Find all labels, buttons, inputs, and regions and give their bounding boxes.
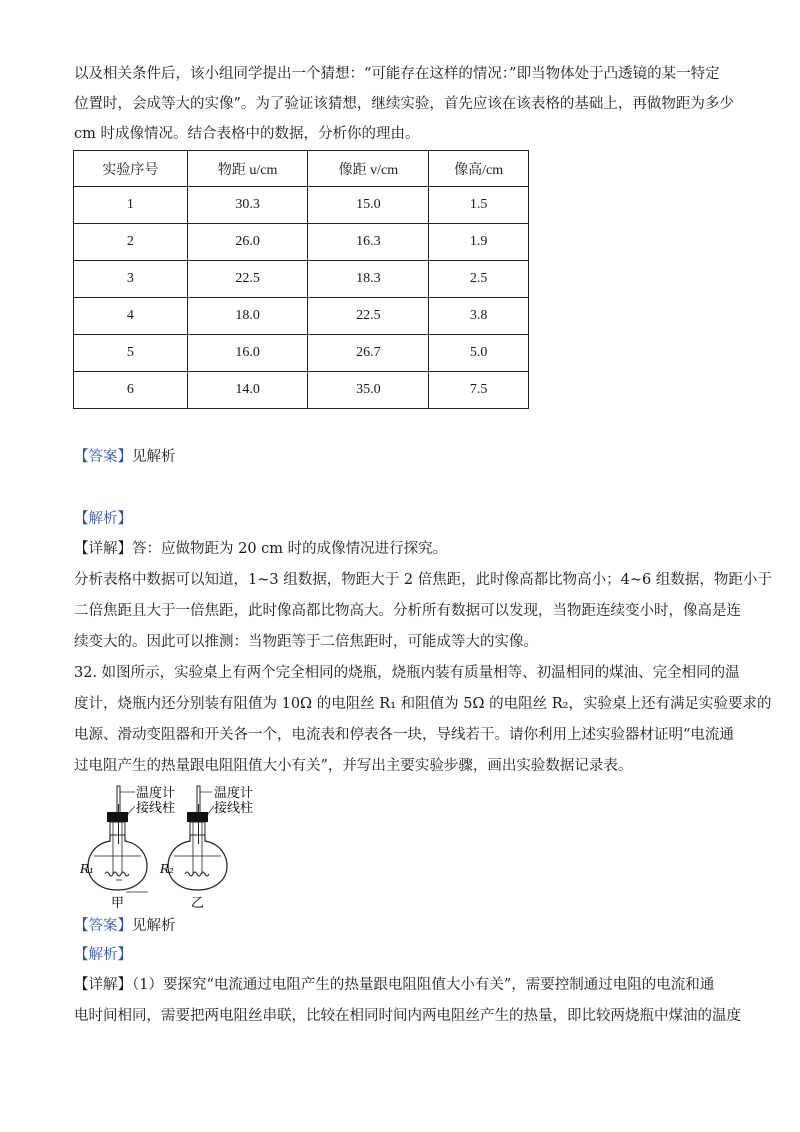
table-header-row xyxy=(74,151,529,187)
table-cell: 6 xyxy=(74,372,188,409)
table-cell: 2.5 xyxy=(429,261,529,298)
detail-2-first xyxy=(74,975,714,995)
lens-data-table xyxy=(73,150,529,409)
stopper-right xyxy=(187,812,208,822)
table-cell: 18.3 xyxy=(308,261,429,298)
table-cell: 4 xyxy=(74,298,188,335)
detail-text: （1）要探究“电流通过电阻产生的热量跟电阻阻值大小有关”，需要控制通过电阻的电流和通 xyxy=(132,977,715,993)
detail-1-first xyxy=(74,539,447,559)
table-row xyxy=(74,335,529,372)
intro-line-2: 位置时，会成等大的实像”。为了验证该猜想，继续实验，首先应该在该表格的基础上，再做物距为多少 xyxy=(74,96,734,112)
table-row xyxy=(74,187,529,224)
table-cell: 26.7 xyxy=(308,335,429,372)
question-32-line-4: 过电阻产生的热量跟电阻阻值大小有关”，并写出主要实验步骤，画出实验数据记录表。 xyxy=(74,758,633,774)
table-cell: 30.3 xyxy=(187,187,308,224)
terminal-label-left: 接线柱 xyxy=(136,801,176,816)
header-object-distance: 物距 u/cm xyxy=(187,151,308,187)
detail-tag: 【详解】 xyxy=(74,541,132,557)
thermometer-label-right: 温度计 xyxy=(214,786,254,801)
answer-text: 见解析 xyxy=(132,918,176,934)
table-cell: 18.0 xyxy=(187,298,308,335)
terminal-label-right: 接线柱 xyxy=(214,801,254,816)
intro-line-3: cm 时成像情况。结合表格中的数据，分析你的理由。 xyxy=(74,126,420,142)
answer-2 xyxy=(74,916,176,936)
analysis-tag: 【解析】 xyxy=(74,947,132,963)
resistor-coil-right xyxy=(185,872,209,876)
r1-label: R₁ xyxy=(80,862,94,876)
header-index: 实验序号 xyxy=(74,151,188,187)
table-cell: 22.5 xyxy=(187,261,308,298)
detail-2-line-2: 电时间相同，需要把两电阻丝串联，比较在相同时间内两电阻丝产生的热量，即比较两烧瓶中煤油的温度 xyxy=(74,1008,741,1024)
answer-tag: 【答案】 xyxy=(74,449,132,465)
detail-1-line-2: 二倍焦距且大于一倍焦距，此时像高都比物高大。分析所有数据可以发现，当物距连续变小时，像高是连 xyxy=(74,603,741,619)
table-row xyxy=(74,261,529,298)
table-cell: 3.8 xyxy=(429,298,529,335)
table-cell: 16.0 xyxy=(187,335,308,372)
table-cell: 16.3 xyxy=(308,224,429,261)
question-32-line-2: 度计，烧瓶内还分别装有阻值为 10Ω 的电阻丝 R₁ 和阻值为 5Ω 的电阻丝 R₂，实验桌上还有满足实验要求的 xyxy=(74,696,772,712)
table-cell: 1.9 xyxy=(429,224,529,261)
thermometer-label-left: 温度计 xyxy=(136,786,176,801)
question-32-line-3: 电源、滑动变阻器和开关各一个，电流表和停表各一块，导线若干。请你利用上述实验器材证明“电流通 xyxy=(74,727,734,743)
r2-label: R₂ xyxy=(160,862,174,876)
detail-tag: 【详解】 xyxy=(74,977,132,993)
table-cell: 1 xyxy=(74,187,188,224)
answer-text: 见解析 xyxy=(132,449,176,465)
table-cell: 5 xyxy=(74,335,188,372)
table-cell: 22.5 xyxy=(308,298,429,335)
caption-left: 甲 xyxy=(111,896,125,910)
detail-text: 答：应做物距为 20 cm 时的成像情况进行探究。 xyxy=(132,541,448,557)
table-cell: 35.0 xyxy=(308,372,429,409)
table-row xyxy=(74,298,529,335)
table-cell: 5.0 xyxy=(429,335,529,372)
analysis-2 xyxy=(74,945,132,965)
table-row xyxy=(74,224,529,261)
table-cell: 2 xyxy=(74,224,188,261)
detail-1-line-3: 续变大的。因此可以推测：当物距等于二倍焦距时，可能成等大的实像。 xyxy=(74,634,538,650)
table-cell: 3 xyxy=(74,261,188,298)
table-cell: 1.5 xyxy=(429,187,529,224)
question-32-line-1: 32. 如图所示，实验桌上有两个完全相同的烧瓶，烧瓶内装有质量相等、初温相同的煤油、完全相同的温 xyxy=(74,665,740,681)
answer-tag: 【答案】 xyxy=(74,918,132,934)
answer-1 xyxy=(74,447,176,467)
caption-right: 乙 xyxy=(191,896,205,910)
table-row xyxy=(74,372,529,409)
flask-figure xyxy=(80,784,260,910)
table-cell: 14.0 xyxy=(187,372,308,409)
table-cell: 26.0 xyxy=(187,224,308,261)
header-image-distance: 像距 v/cm xyxy=(308,151,429,187)
detail-1-line-1: 分析表格中数据可以知道，1~3 组数据，物距大于 2 倍焦距，此时像高都比物高小；4~6 组数据，物距小于 xyxy=(74,572,772,588)
stopper-left xyxy=(107,812,128,822)
header-image-height: 像高/cm xyxy=(429,151,529,187)
table-cell: 15.0 xyxy=(308,187,429,224)
table-cell: 7.5 xyxy=(429,372,529,409)
intro-line-1: 以及相关条件后，该小组同学提出一个猜想：“可能存在这样的情况：”即当物体处于凸透镜的某一特定 xyxy=(74,66,720,82)
resistor-coil-left xyxy=(105,872,129,876)
analysis-1 xyxy=(74,509,132,529)
analysis-tag: 【解析】 xyxy=(74,511,132,527)
